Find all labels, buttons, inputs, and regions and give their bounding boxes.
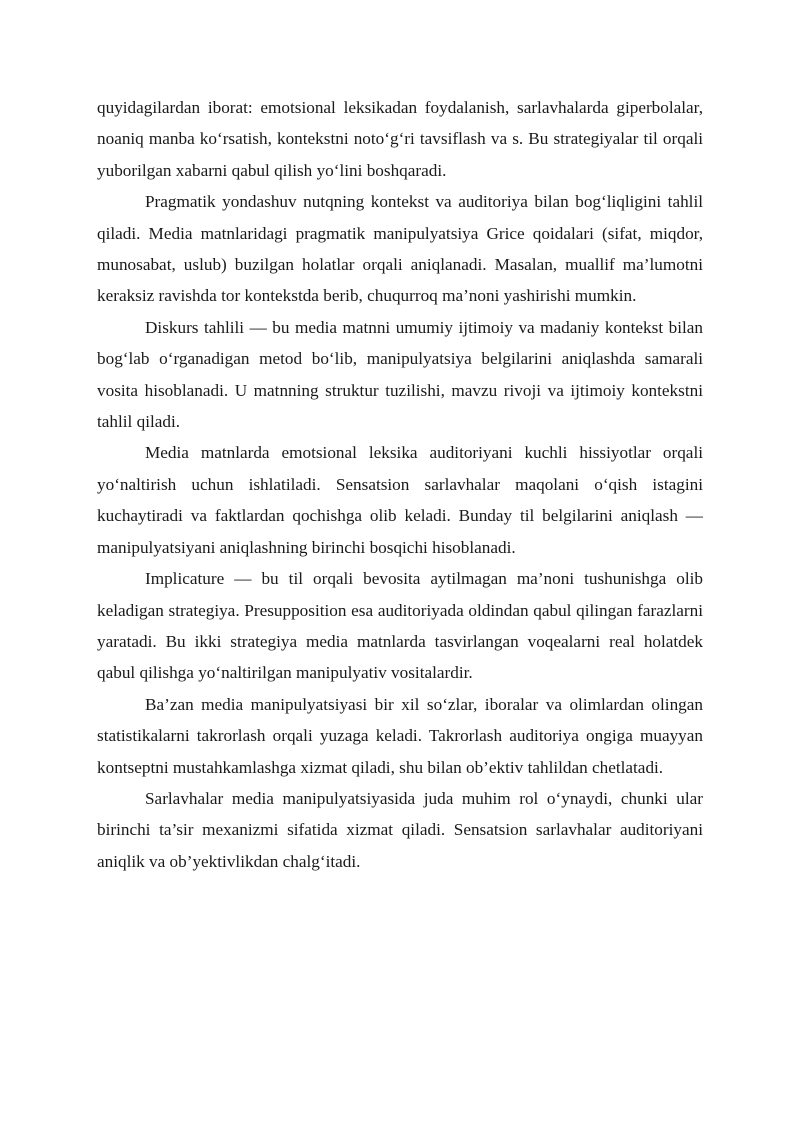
paragraph-implicature: Implicature — bu til orqali bevosita aytilmagan ma’noni tushunishga olib keladigan strategiya. Presupposition esa auditoriyada oldindan qabul qilingan farazlarni yaratadi. Bu ikki strategiya media matnlarda tasvirlangan voqealarni real holatdek qabul qilishga yo‘naltirilgan manipulyativ vositalardir. xyxy=(97,569,703,683)
paragraph-headlines: Sarlavhalar media manipulyatsiyasida juda muhim rol o‘ynaydi, chunki ular birinchi ta’sir mexanizmi sifatida xizmat qiladi. Sensatsion sarlavhalar auditoriyani aniqlik va ob’yektivlikdan chalg‘itadi. xyxy=(97,788,703,871)
paragraph-continuation: quyidagilardan iborat: emotsional leksikadan foydalanish, sarlavhalarda giperbolalar, noaniq manba ko‘rsatish, kontekstni noto‘g‘ri tavsiflash va s. Bu strategiyalar til orqali yuborilgan xabarni qabul qilish yo‘lini boshqaradi. xyxy=(97,98,703,180)
paragraph-discourse-analysis: Diskurs tahlili — bu media matnni umumiy ijtimoiy va madaniy kontekst bilan bog‘lab o‘rganadigan metod bo‘lib, manipulyatsiya belgilarini aniqlashda samarali vosita hisoblanadi. U matnning struktur tuzilishi, mavzu rivoji va ijtimoiy kontekstni tahlil qiladi. xyxy=(97,317,703,432)
paragraph-repetition: Ba’zan media manipulyatsiyasi bir xil so‘zlar, iboralar va olimlardan olingan statistikalarni takrorlash orqali yuzaga keladi. Takrorlash auditoriya ongiga muayyan kontseptni mustahkamlashga xizmat qiladi, shu bilan ob’ektiv tahlildan chetlatadi. xyxy=(97,694,703,777)
paragraph-pragmatic-approach: Pragmatik yondashuv nutqning kontekst va auditoriya bilan bog‘liqligini tahlil qiladi. Media matnlaridagi pragmatik manipulyatsiya Grice qoidalari (sifat, miqdor, munosabat, uslub) buzilgan holatlar orqali aniqlanadi. Masalan, muallif ma’lumotni keraksiz ravishda tor kontekstda berib, chuqurroq ma’noni yashirishi mumkin. xyxy=(97,192,703,306)
document-page xyxy=(97,92,703,877)
paragraph-emotional-lexicon: Media matnlarda emotsional leksika auditoriyani kuchli hissiyotlar orqali yo‘naltirish uchun ishlatiladi. Sensatsion sarlavhalar maqolani o‘qish istagini kuchaytiradi va faktlardan qochishga olib keladi. Bunday til belgilarini aniqlash — manipulyatsiyani aniqlashning birinchi bosqichi hisoblanadi. xyxy=(97,443,703,557)
